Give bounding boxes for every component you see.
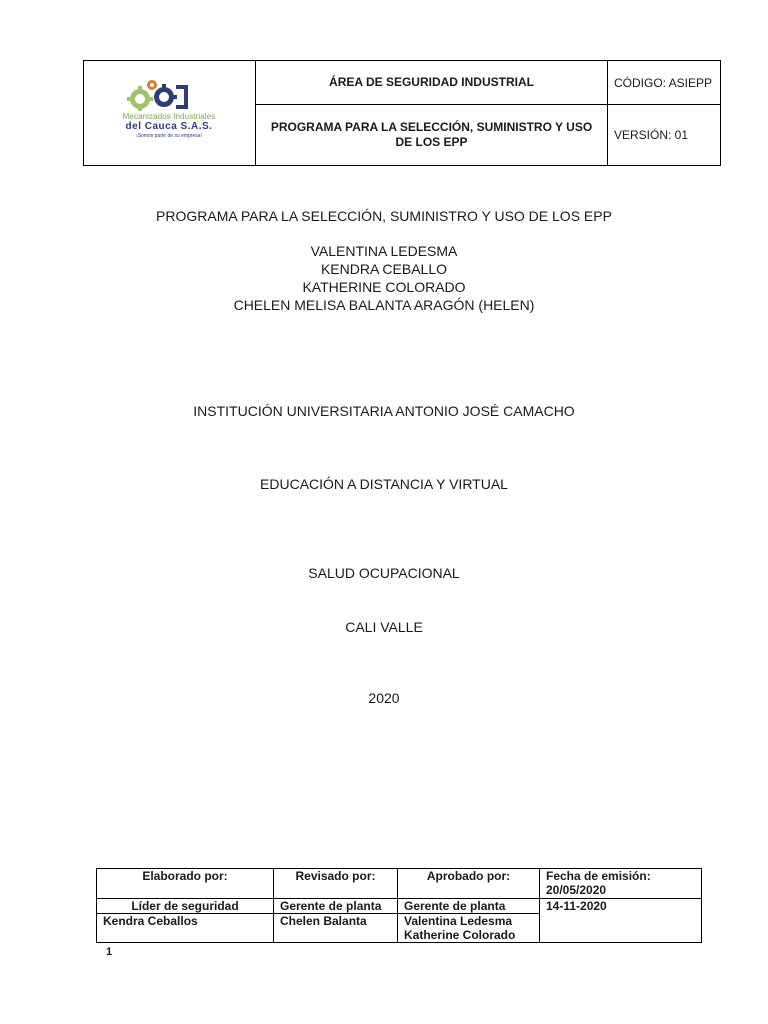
revisado-name: Chelen Balanta (274, 914, 398, 943)
page-number: 1 (106, 946, 113, 958)
company-logo (84, 61, 255, 165)
logo-text-line1: Mecanizados Industriales (122, 112, 216, 121)
empty-date-cell (540, 914, 702, 943)
area-title-cell (256, 61, 608, 105)
aprobado-name-2: Katherine Colorado (404, 928, 516, 942)
emission-date-cell (540, 869, 702, 899)
aprobado-names-cell (398, 914, 540, 943)
document-version: VERSIÓN: 01 (614, 128, 689, 143)
version-cell (608, 105, 721, 166)
academic-program: SALUD OCUPACIONAL (308, 565, 460, 581)
aprobado-role: Gerente de planta (398, 899, 540, 914)
document-code: CÓDIGO: ASIEPP (614, 75, 713, 90)
emission-date-value: 20/05/2020 (546, 883, 607, 897)
document-title: PROGRAMA PARA LA SELECCIÓN, SUMINISTRO Y USO DE LOS EPP (156, 208, 612, 224)
author-4: CHELEN MELISA BALANTA ARAGÓN (HELEN) (233, 297, 535, 313)
program-title-cell (256, 105, 608, 166)
year: 2020 (368, 690, 400, 706)
revision-date: 14-11-2020 (540, 899, 702, 914)
aprobado-name-1: Valentina Ledesma (404, 914, 513, 928)
code-cell (608, 61, 721, 105)
logo-text-line2: del Cauca S.A.S. (125, 121, 213, 132)
logo-slogan: ¡Somos parte de su empresa! (136, 133, 202, 139)
author-1: VALENTINA LEDESMA (310, 243, 458, 259)
revisado-role: Gerente de planta (274, 899, 398, 914)
revisado-header: Revisado por: (274, 869, 398, 899)
city: CALI VALLE (345, 619, 423, 635)
emission-date-label: Fecha de emisión: (546, 869, 651, 883)
gear-logo-icon (92, 75, 247, 111)
author-2: KENDRA CEBALLO (320, 261, 448, 277)
area-title: ÁREA DE SEGURIDAD INDUSTRIAL (329, 75, 534, 90)
logo-cell (84, 61, 256, 166)
modality: EDUCACIÓN A DISTANCIA Y VIRTUAL (260, 476, 508, 492)
program-title: PROGRAMA PARA LA SELECCIÓN, SUMINISTRO Y USO DE LOS EPP (270, 120, 593, 150)
aprobado-header: Aprobado por: (398, 869, 540, 899)
approval-table (96, 868, 702, 943)
elaborado-header: Elaborado por: (97, 869, 274, 899)
document-header-table (83, 60, 721, 166)
institution: INSTITUCIÓN UNIVERSITARIA ANTONIO JOSÉ CAMACHO (193, 403, 575, 419)
elaborado-name: Kendra Ceballos (97, 914, 274, 943)
elaborado-role: Líder de seguridad (97, 899, 274, 914)
author-3: KATHERINE COLORADO (302, 279, 466, 295)
